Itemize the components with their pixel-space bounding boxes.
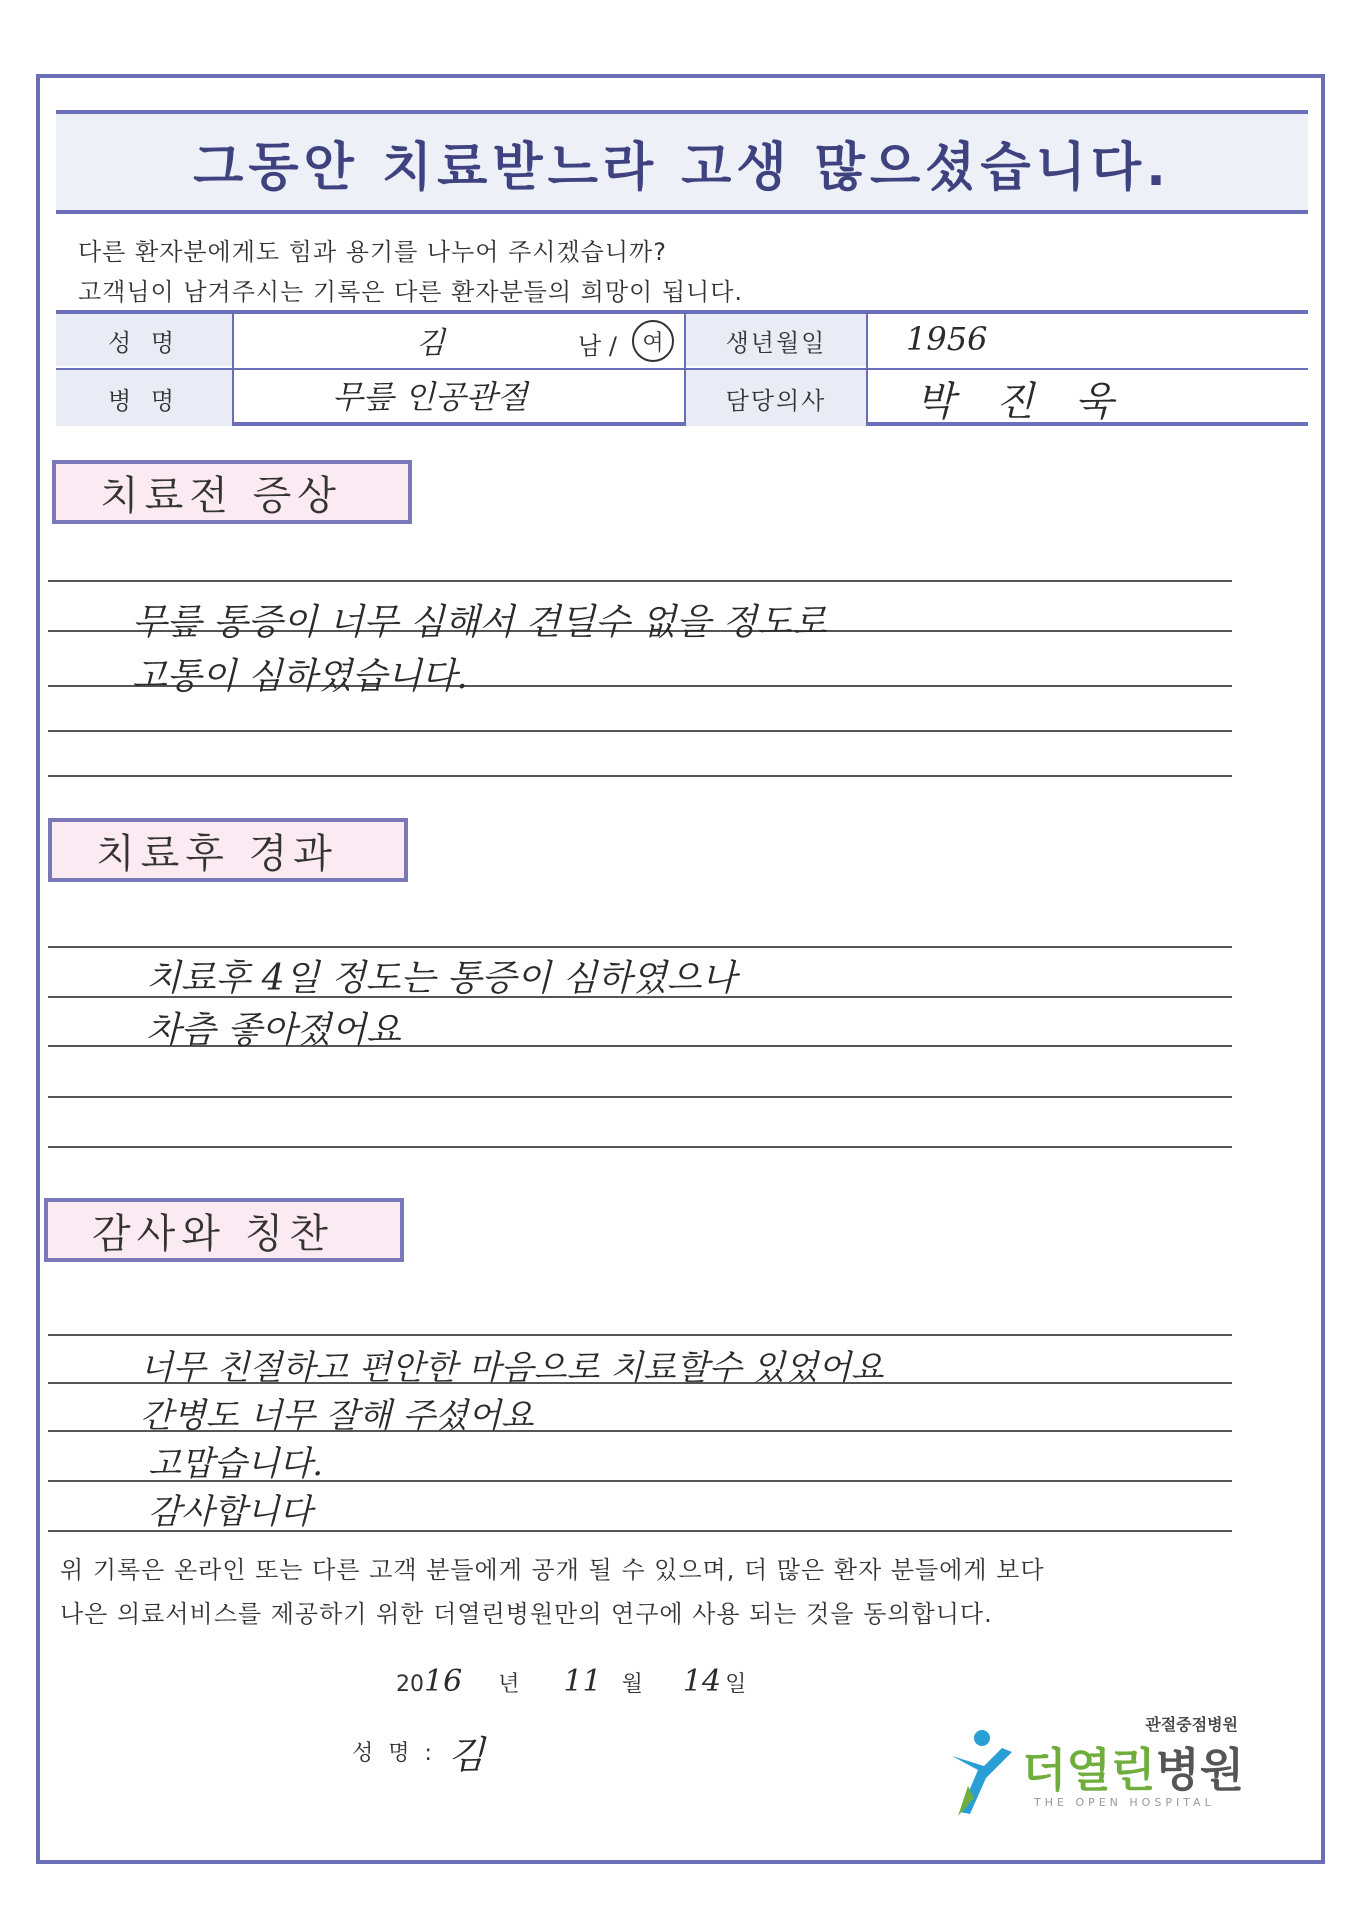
after-line-2: 차츰 좋아졌어요 — [146, 1010, 401, 1051]
thanks-line-3: 고맙습니다. — [148, 1444, 324, 1484]
section-before-label: 치료전 증상 — [52, 460, 412, 524]
page-title: 그동안 치료받느라 고생 많으셨습니다. — [193, 137, 1171, 198]
rule — [48, 1146, 1232, 1148]
before-line-2: 고통이 심하였습니다. — [132, 656, 468, 697]
section-thanks-label: 감사와 칭찬 — [44, 1198, 404, 1262]
date-month: 11 — [563, 1664, 602, 1699]
signature-value: 김 — [448, 1733, 485, 1777]
intro-line-2: 고객님이 남겨주시는 기록은 다른 환자분들의 희망이 됩니다. — [78, 278, 744, 306]
info-divider-1 — [232, 314, 234, 422]
logo-name — [1022, 1734, 1244, 1800]
date-month-unit: 월 — [621, 1672, 643, 1697]
logo-english: THE OPEN HOSPITAL — [1034, 1796, 1215, 1809]
name-value: 김 — [416, 326, 445, 361]
info-divider-3 — [866, 314, 868, 422]
rule — [48, 1334, 1232, 1336]
hospital-logo — [948, 1712, 1245, 1824]
thanks-line-2: 간병도 너무 잘해 주셨어요 — [140, 1396, 534, 1436]
header-band — [56, 110, 1308, 214]
date-day: 14 — [682, 1664, 722, 1699]
rule — [48, 580, 1232, 582]
gender-selected: 여 — [632, 320, 674, 362]
consent-line-2: 나은 의료서비스를 제공하기 위한 더열린병원만의 연구에 사용 되는 것을 동의합니다. — [60, 1600, 993, 1628]
thanks-line-4: 감사합니다 — [148, 1492, 313, 1532]
date-year-prefix: 20 — [396, 1672, 424, 1697]
date-line — [396, 1664, 746, 1699]
consent-line-1: 위 기록은 온라인 또는 다른 고객 분들에게 공개 될 수 있으며, 더 많은 환자 분들에게 보다 — [60, 1556, 1045, 1584]
logo-name-part2: 병원 — [1155, 1743, 1245, 1797]
doctor-label: 담당의사 — [686, 370, 866, 426]
rule — [48, 1096, 1232, 1098]
signature-label: 성 명 : — [352, 1741, 436, 1766]
rule — [48, 730, 1232, 732]
date-year-unit: 년 — [498, 1672, 520, 1697]
birth-value: 1956 — [906, 320, 988, 358]
gender-text: 남 / — [578, 332, 617, 360]
date-day-unit: 일 — [725, 1672, 747, 1697]
rule — [48, 775, 1232, 777]
disease-label: 병 명 — [56, 370, 232, 426]
before-line-1: 무릎 통증이 너무 심해서 견딜수 없을 정도로 — [132, 602, 827, 643]
logo-subtitle: 관절중점병원 — [1145, 1715, 1238, 1734]
intro-line-1: 다른 환자분에게도 힘과 용기를 나누어 주시겠습니까? — [78, 238, 667, 266]
section-after-label: 치료후 경과 — [48, 818, 408, 882]
thanks-line-1: 너무 친절하고 편안한 마음으로 치료할수 있었어요 — [140, 1348, 884, 1388]
date-year-suffix: 16 — [424, 1664, 463, 1699]
info-table — [56, 310, 1308, 426]
rule — [48, 946, 1232, 948]
after-line-1: 치료후 4일 정도는 통증이 심하였으나 — [146, 958, 737, 999]
birth-label: 생년월일 — [686, 314, 866, 366]
name-label: 성 명 — [56, 314, 232, 366]
logo-name-part1: 더열린 — [1022, 1743, 1156, 1797]
disease-value: 무릎 인공관절 — [332, 378, 528, 416]
logo-figure-icon — [948, 1726, 1018, 1822]
doctor-value: 박 진 욱 — [916, 379, 1128, 425]
